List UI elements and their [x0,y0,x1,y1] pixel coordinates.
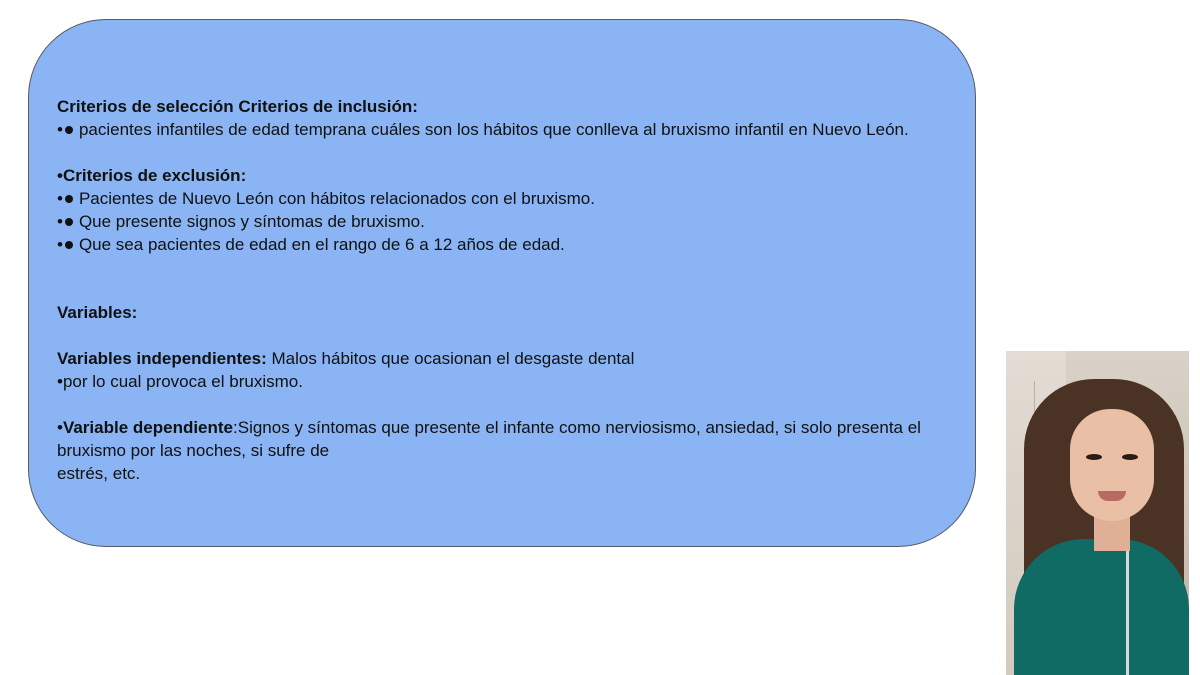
exclusion-item-text: Pacientes de Nuevo León con hábitos relacionados con el bruxismo. [78,189,595,208]
spacer [57,393,972,416]
presenter-jacket [1014,539,1189,675]
exclusion-item: • Que presente signos y síntomas de bruxismo. [57,212,425,231]
exclusion-item-text: Que sea pacientes de edad en el rango de 6 a 12 años de edad. [78,235,565,254]
independent-variables-label: Variables independientes: [57,349,267,368]
dependent-variable: •Variable dependiente:Signos y síntomas que presente el infante como nerviosismo, ansiedad, si solo presenta el bruxismo por las noches, si sufre de [57,418,921,460]
independent-variables [57,347,972,370]
exclusion-item: • Que sea pacientes de edad en el rango de 6 a 12 años de edad. [57,235,565,254]
exclusion-item-text: Que presente signos y síntomas de bruxismo. [78,212,425,231]
presenter-face [1070,409,1154,521]
exclusion-criteria-title-text: Criterios de exclusión: [62,166,247,185]
bullet-dot-icon [65,195,73,203]
dependent-variable-label: Variable dependiente [62,418,234,437]
spacer [57,141,972,164]
bullet-dot-icon [65,126,73,134]
spacer [57,256,972,301]
presenter-mouth [1098,491,1126,501]
independent-variables-continued: •por lo cual provoca el bruxismo. [57,372,303,391]
selection-criteria-title: Criterios de selección Criterios de inclusión: [57,97,418,116]
independent-variables-text: Malos hábitos que ocasionan el desgaste dental [266,349,635,368]
presenter-eye [1086,454,1102,460]
exclusion-item: • Pacientes de Nuevo León con hábitos relacionados con el bruxismo. [57,189,595,208]
jacket-zipper [1126,546,1129,675]
spacer [57,324,972,347]
variables-title: Variables: [57,303,138,322]
presenter-webcam-icon [1006,351,1189,675]
dependent-variable-continued: estrés, etc. [57,464,141,483]
slide-text [57,95,972,485]
dependent-variable-text: :Signos y síntomas que presente el infante como nerviosismo, ansiedad, si solo presenta el bruxismo por las noches, si sufre de [57,418,921,460]
exclusion-criteria-title: •Criterios de exclusión: [57,166,247,185]
bullet-dot-icon [65,218,73,226]
bullet-dot-icon [65,241,73,249]
inclusion-item-text: pacientes infantiles de edad temprana cuáles son los hábitos que conlleva al bruxismo infantil en Nuevo León. [78,120,909,139]
inclusion-item: • pacientes infantiles de edad temprana cuáles son los hábitos que conlleva al bruxismo infantil en Nuevo León. [57,120,909,139]
presenter-eye [1122,454,1138,460]
